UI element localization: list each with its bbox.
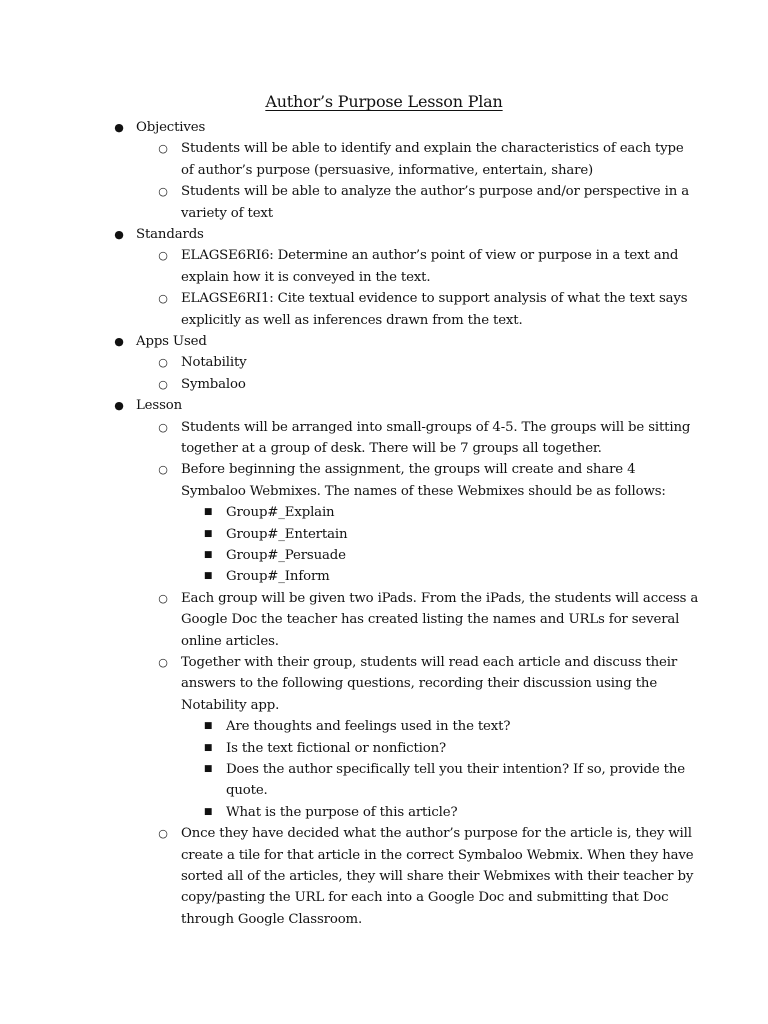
bullet-level-3: ■ <box>203 571 213 582</box>
bullet-level-3: ■ <box>203 507 213 518</box>
outline-text: together at a group of desk. There will be 7 groups all together. <box>181 441 602 456</box>
outline-text: Is the text fictional or nonfiction? <box>226 740 447 756</box>
outline-text: online articles. <box>181 633 279 649</box>
outline-text: What is the purpose of this article? <box>226 804 458 820</box>
outline-text: explicitly as well as inferences drawn from the text. <box>181 312 523 328</box>
page-title: Author’s Purpose Lesson Plan <box>265 92 503 111</box>
bullet-level-3: ■ <box>203 550 213 560</box>
outline-text: Does the author specifically tell you their intention? If so, provide the <box>226 762 686 777</box>
outline-text: Group#_Entertain <box>226 526 348 542</box>
outline-text: Symbaloo Webmixes. The names of these Webmixes should be as follows: <box>181 483 666 499</box>
bullet-level-1: ● <box>114 228 124 241</box>
outline-text: through Google Classroom. <box>181 911 363 927</box>
bullet-level-1: ● <box>114 121 124 134</box>
outline-text: quote. <box>226 783 268 799</box>
outline-text: explain how it is conveyed in the text. <box>181 269 431 285</box>
outline-text: Google Doc the teacher has created listing the names and URLs for several <box>181 612 680 628</box>
bullet-level-1: ● <box>114 399 124 413</box>
bullet-level-2: ○ <box>158 463 168 477</box>
bullet-level-1: ● <box>114 335 124 348</box>
outline-text: Group#_Inform <box>226 569 330 585</box>
bullet-level-3: ■ <box>203 528 213 539</box>
outline-text: copy/pasting the URL for each into a Google Doc and submitting that Doc <box>181 890 669 906</box>
outline-text: create a tile for that article in the correct Symbaloo Webmix. When they have <box>181 847 694 863</box>
outline-text: Students will be able to analyze the author’s purpose and/or perspective in a <box>181 184 689 200</box>
outline-text: Apps Used <box>136 334 207 349</box>
bullet-level-2: ○ <box>158 656 168 669</box>
outline-text: answers to the following questions, recording their discussion using the <box>181 676 658 692</box>
outline-text: Together with their group, students will read each article and discuss their <box>181 655 678 670</box>
outline-text: of author’s purpose (persuasive, informative, entertain, share) <box>181 162 594 178</box>
bullet-level-2: ○ <box>158 377 168 391</box>
bullet-level-3: ■ <box>203 721 213 732</box>
outline-text: Before beginning the assignment, the groups will create and share 4 <box>181 462 636 478</box>
outline-text: ELAGSE6RI6: Determine an author’s point of view or purpose in a text and <box>181 248 679 264</box>
outline-text: Group#_Explain <box>226 505 335 521</box>
outline-text: ELAGSE6RI1: Cite textual evidence to support analysis of what the text says <box>181 291 688 307</box>
outline-text: Objectives <box>136 120 206 135</box>
bullet-level-2: ○ <box>158 249 168 263</box>
outline-text: variety of text <box>181 205 273 221</box>
outline-text: Lesson <box>136 398 183 414</box>
outline-text: Once they have decided what the author’s purpose for the article is, they will <box>181 826 692 842</box>
bullet-level-3: ■ <box>203 806 213 817</box>
bullet-level-3: ■ <box>203 742 213 753</box>
outline-text: Notability app. <box>181 697 280 713</box>
outline-text: Students will be arranged into small-groups of 4-5. The groups will be sitting <box>181 419 691 435</box>
outline-text: Group#_Persuade <box>226 548 346 563</box>
outline-text: Symbaloo <box>181 376 246 392</box>
outline-text: Students will be able to identify and explain the characteristics of each type <box>181 141 684 157</box>
outline-text: Standards <box>136 227 204 242</box>
bullet-level-2: ○ <box>158 292 168 306</box>
bullet-level-2: ○ <box>158 591 168 605</box>
bullet-level-2: ○ <box>158 185 168 199</box>
bullet-level-2: ○ <box>158 420 168 434</box>
outline-text: Notability <box>181 355 247 371</box>
bullet-level-2: ○ <box>158 356 168 370</box>
bullet-level-2: ○ <box>158 142 168 156</box>
bullet-level-2: ○ <box>158 827 168 841</box>
outline-text: Are thoughts and feelings used in the text? <box>226 719 511 735</box>
outline-text: Each group will be given two iPads. From the iPads, the students will access a <box>181 590 699 606</box>
bullet-level-3: ■ <box>203 764 213 774</box>
outline-text: sorted all of the articles, they will share their Webmixes with their teacher by <box>181 869 694 884</box>
